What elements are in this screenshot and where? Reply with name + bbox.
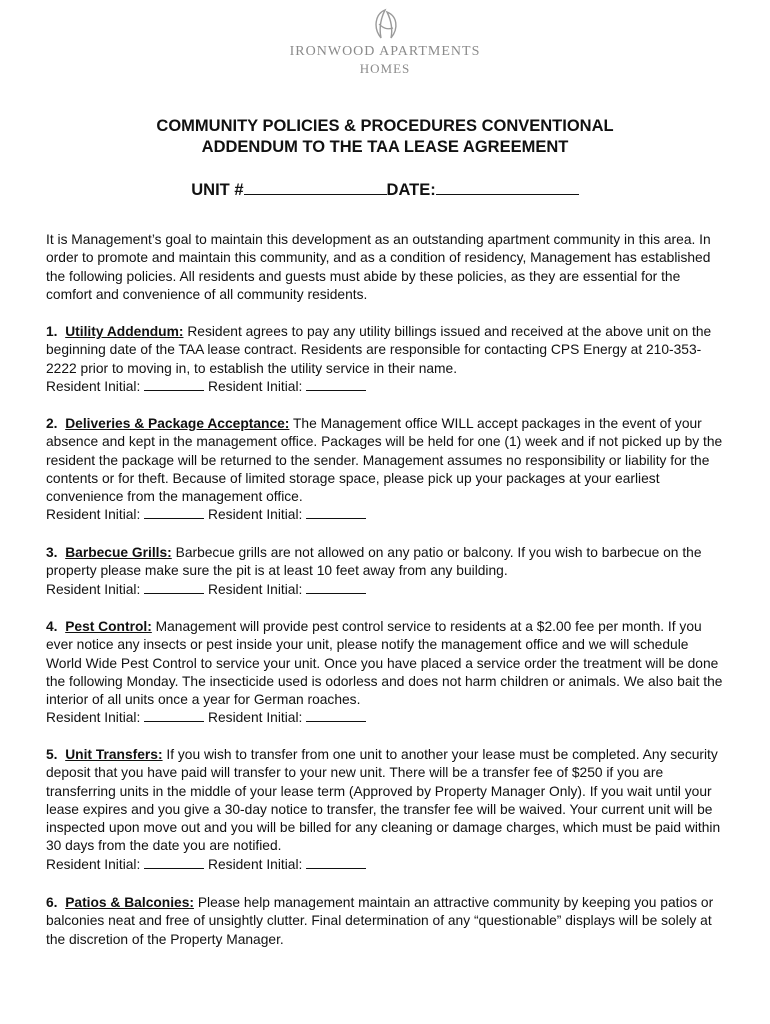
intro-paragraph: It is Management’s goal to maintain this development as an outstanding apartment community in this area. In order to promote and maintain this community, and as a condition of residency, Management has established the following policies. All residents and guests must abide by these policies, as they are essential for the comfort and convenience of all community residents. — [46, 232, 711, 302]
section-heading: Deliveries & Package Acceptance: — [65, 416, 290, 431]
resident-initials-row — [46, 709, 726, 727]
section-text: If you wish to transfer from one unit to another your lease must be completed. Any security deposit that you have paid will transfer to your new unit. There will be a transfer fee of $250 if you are transferring units in the middle of your lease term (Approved by Property Manager Only). If you wait until your lease expires and you give a 30-day notice to transfer, the transfer fee will be waived. Your current unit will be inspected upon move out and you will be billed for any cleaning or damage charges, which must be paid within 30 days from the date you are notified. — [46, 747, 721, 854]
section-number: 1. — [46, 324, 58, 339]
section-text: Barbecue grills are not allowed on any patio or balcony. If you wish to barbecue on the property please make sure the pit is at least 10 feet away from any building. — [46, 545, 702, 579]
date-label: DATE: — [386, 181, 436, 199]
initial-blank[interactable] — [144, 856, 204, 869]
document-title-line-1: COMMUNITY POLICIES & PROCEDURES CONVENTIONAL — [156, 117, 614, 135]
company-name: IRONWOOD APARTMENTS — [289, 44, 481, 59]
initial-label: Resident Initial: — [208, 507, 303, 523]
section-number: 3. — [46, 545, 58, 560]
initial-label: Resident Initial: — [46, 507, 141, 523]
initial-blank[interactable] — [306, 506, 366, 519]
policy-section-unit-transfers — [46, 746, 726, 874]
initial-blank[interactable] — [306, 709, 366, 722]
initial-label: Resident Initial: — [46, 378, 141, 394]
policy-section-patios — [46, 894, 726, 949]
initial-label: Resident Initial: — [208, 581, 303, 597]
initial-blank[interactable] — [144, 709, 204, 722]
policy-section-barbecue — [46, 544, 726, 599]
policy-section-utility — [46, 323, 726, 396]
unit-label: UNIT # — [191, 181, 244, 199]
section-heading: Pest Control: — [65, 619, 152, 634]
resident-initials-row — [46, 378, 726, 396]
initial-label: Resident Initial: — [208, 710, 303, 726]
unit-date-line — [0, 179, 770, 200]
document-title-line-2: ADDENDUM TO THE TAA LEASE AGREEMENT — [201, 138, 569, 156]
initial-blank[interactable] — [306, 378, 366, 391]
section-heading: Unit Transfers: — [65, 747, 163, 762]
initial-blank[interactable] — [144, 581, 204, 594]
initial-label: Resident Initial: — [46, 710, 141, 726]
initial-blank[interactable] — [144, 506, 204, 519]
initial-blank[interactable] — [144, 378, 204, 391]
unit-blank[interactable] — [244, 179, 387, 195]
section-text: Management will provide pest control service to residents at a $2.00 fee per month. If you ever notice any insects or pest inside your unit, please notify the management office and we will schedule World Wide Pest Control to service your unit. Once you have placed a service order the treatment will be done the following Monday. The insecticide used is odorless and does not harm children or animals. We also bait the interior of all units once a year for German roaches. — [46, 619, 723, 708]
date-blank[interactable] — [436, 179, 579, 195]
initial-label: Resident Initial: — [208, 856, 303, 872]
letterhead-logo — [0, 8, 770, 77]
initial-label: Resident Initial: — [46, 856, 141, 872]
policy-section-pest-control — [46, 618, 726, 728]
resident-initials-row — [46, 506, 726, 524]
section-text: The Management office WILL accept packages in the event of your absence and kept in the management office. Packages will be held for one (1) week and if not picked up by the resident the package will be returned to the sender. Management assumes no responsibility or liability for the contents or for theft. Because of limited storage space, please pick up your packages at your earliest convenience from the management office. — [46, 416, 723, 505]
section-text: Please help management maintain an attractive community by keeping you patios or balconies neat and free of unsightly clutter. Final determination of any “questionable” displays will be solely at the discretion of the Property Manager. — [46, 895, 714, 947]
section-text: Resident agrees to pay any utility billings issued and received at the above unit on the beginning date of the TAA lease contract. Residents are responsible for contacting CPS Energy at 210-353-2222 prior to moving in, to establish the utility service in their name. — [46, 324, 712, 376]
initial-blank[interactable] — [306, 581, 366, 594]
section-number: 6. — [46, 895, 58, 910]
initial-blank[interactable] — [306, 856, 366, 869]
section-heading: Patios & Balconies: — [65, 895, 194, 910]
section-heading: Utility Addendum: — [65, 324, 184, 339]
policy-section-deliveries — [46, 415, 726, 525]
initial-label: Resident Initial: — [208, 378, 303, 394]
section-number: 5. — [46, 747, 58, 762]
initial-label: Resident Initial: — [46, 581, 141, 597]
resident-initials-row — [46, 581, 726, 599]
leaf-logo-icon — [367, 8, 403, 42]
company-subtitle: HOMES — [359, 61, 411, 76]
section-heading: Barbecue Grills: — [65, 545, 172, 560]
section-number: 4. — [46, 619, 58, 634]
resident-initials-row — [46, 856, 726, 874]
section-number: 2. — [46, 416, 58, 431]
